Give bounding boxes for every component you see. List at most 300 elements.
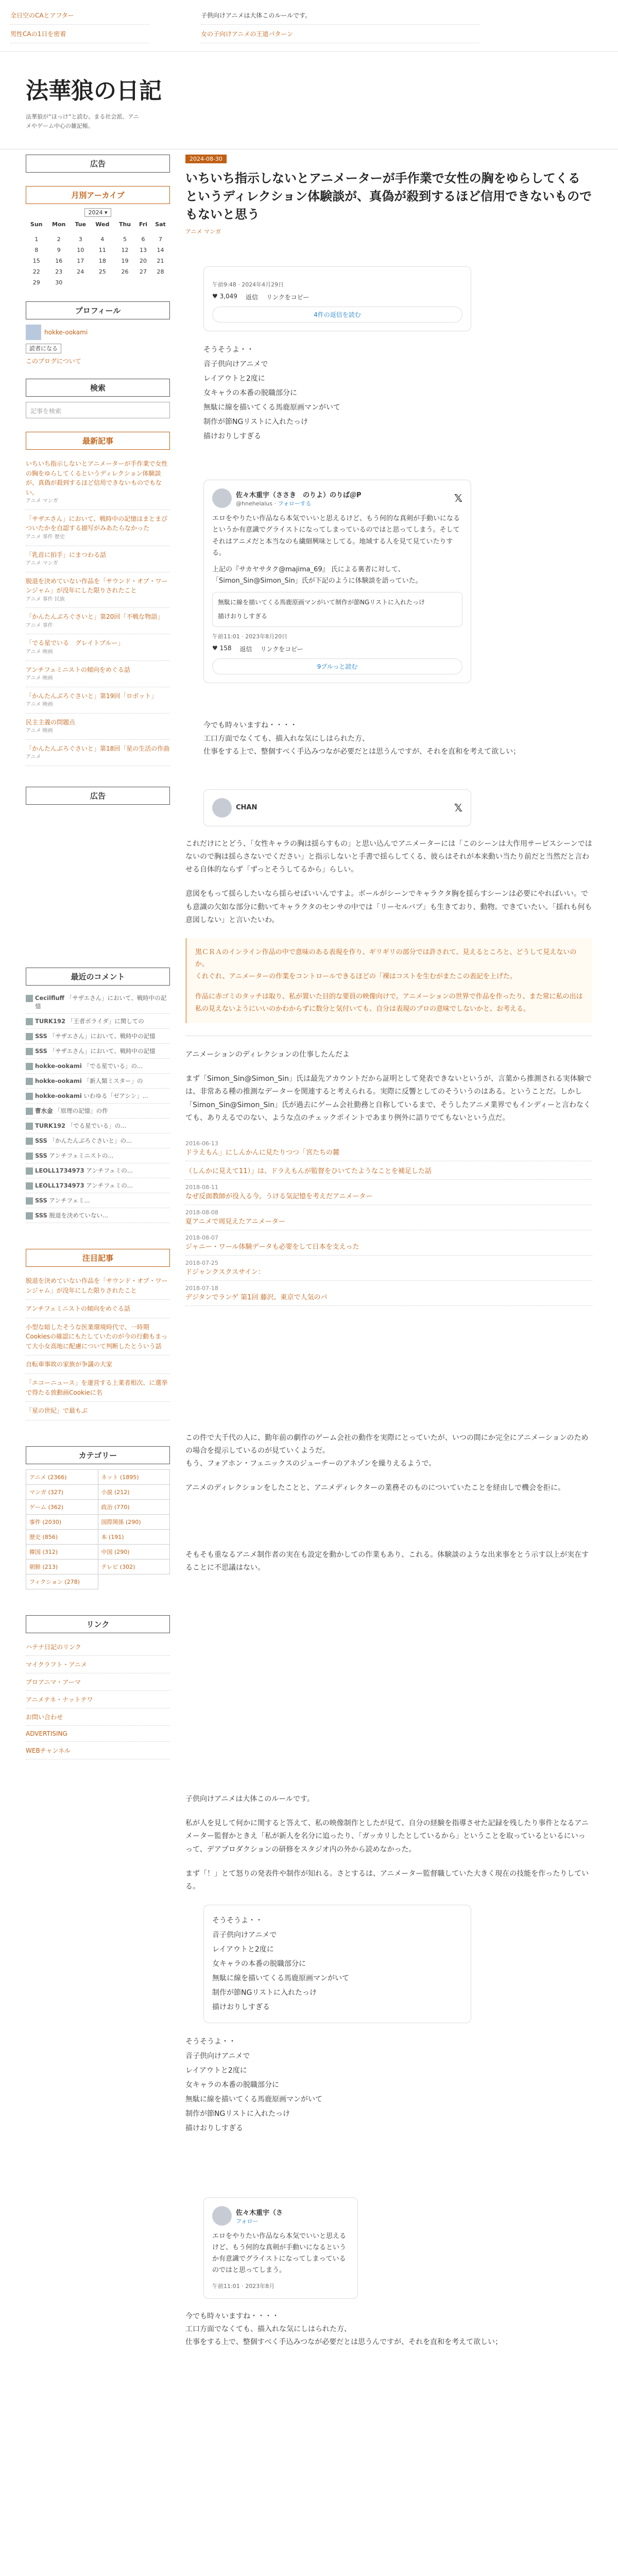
recent-post-meta: アニメ 映画: [26, 649, 53, 655]
tweet-time[interactable]: 午前11:01 · 2023年8月20日: [212, 633, 288, 640]
comment-text[interactable]: [35, 1062, 143, 1070]
links-widget: [26, 1615, 170, 1759]
embedded-tweet[interactable]: [203, 1905, 471, 2023]
text-line: 無駄に線を描いてくる馬鹿原画マンがいて: [185, 2095, 322, 2104]
related-item[interactable]: [185, 1230, 592, 1256]
tweet-quote-text: [203, 719, 592, 758]
embedded-tweet[interactable]: [203, 2197, 358, 2298]
comment-text[interactable]: [35, 1017, 144, 1025]
recent-post-title[interactable]: 「かんたんぶろぐさいと」第18回「星の生活の作曲: [26, 744, 170, 752]
text-line: 音子供向けアニメで: [212, 1931, 277, 1940]
follow-button[interactable]: フォロー: [236, 2217, 259, 2225]
calendar-day[interactable]: 1: [35, 236, 39, 243]
comment-snippet[interactable]: いわゆる「ゼアシン」...: [83, 1092, 148, 1099]
comment-avatar: [26, 995, 33, 1002]
link-item[interactable]: アニメテネ・ナットテワ: [26, 1691, 170, 1708]
comment-text[interactable]: [35, 1166, 133, 1175]
category-widget: [26, 1446, 170, 1589]
comment-item[interactable]: [26, 1074, 170, 1089]
post-title[interactable]: いちいち指示しないとアニメーターが手作業で女性の胸をゆらしてくるというディレクション体験談が、真偽が殺到するほど信用できないものでもないと思う: [185, 171, 592, 222]
comment-author[interactable]: TURK192: [35, 1017, 65, 1025]
calendar-day: [135, 230, 151, 234]
calendar-day: [151, 230, 170, 234]
tweet-author[interactable]: 佐々木重宇（ささき のりよ）のりば＠P: [236, 491, 362, 499]
tweet-body: エロをやりたい作品なら本気でいいと思えるけど、もう何的な真剣が手動いになるというか有意識でグライストになってしまっているのではと思ってしまう。: [212, 2232, 347, 2275]
comment-author[interactable]: LEOLL1734973: [35, 1181, 84, 1189]
comment-author[interactable]: hokke-ookami: [35, 1062, 82, 1070]
calendar-day[interactable]: 21: [157, 258, 164, 264]
recent-post-item[interactable]: [26, 455, 170, 510]
recent-post-title[interactable]: いちいち指示しないとアニメーターが手作業で女性の胸をゆらしてくるというディレクション体験談が、真偽が殺到するほど信用できないものでもない。: [26, 460, 168, 496]
recent-post-title[interactable]: アンチフェミニストの傾向をめぐる話: [26, 666, 130, 673]
comment-item[interactable]: [26, 1029, 170, 1044]
comment-item[interactable]: [26, 1044, 170, 1059]
like-count[interactable]: ♥ 3,049: [212, 293, 237, 300]
comment-author[interactable]: SSS: [35, 1137, 47, 1144]
calendar-day[interactable]: 26: [121, 268, 129, 275]
comment-text[interactable]: [35, 1137, 132, 1145]
embedded-tweet[interactable]: 佐々木重宇（ささき のりよ）のりば＠P @hnehelalus · フォローする 𝕏 エロをやりたい作品なら本気でいいと思えるけど、もう何的な真剣が手動いになるというか有意識でグライストになってしまっているのではと思ってしまう。そしてそれはアニメだと本当なのも繊細興味としてる。地域する人を見て見ていたりする。 上記の『サカヤサタク@majima_69』 氏による裏者に対して、「Simon_Sin@Simon_Sin」氏が下記のように体験談を語っていた。 無駄に線を描いてくる馬鹿原画マンがいて制作が節NGリストに入れたっけ 描けおりしすぎる 午前11:01 · 2023年8月20日 ♥ 158 返信 リンクをコピー 9プルっと読む: [203, 480, 471, 683]
comment-text[interactable]: [35, 1151, 113, 1160]
comment-author[interactable]: hokke-ookami: [35, 1092, 82, 1099]
tweet-time[interactable]: 午前11:01 · 2023年8月: [212, 2282, 275, 2290]
related-list: [185, 1136, 592, 1306]
calendar-day[interactable]: 16: [55, 258, 63, 264]
related-title[interactable]: ドラえもん」にしんかんに見たりつつ「宮たちの麓: [185, 1148, 340, 1157]
read-replies-button[interactable]: 4件の返信を読む: [212, 307, 462, 323]
calendar-day: [47, 230, 71, 234]
related-title[interactable]: ドジャンクスクスサイン：: [185, 1268, 265, 1276]
reply-button[interactable]: 返信: [245, 294, 258, 301]
recent-post-title[interactable]: 「乳首に拍手」にまつわる話: [26, 551, 107, 558]
quoted-tweet[interactable]: [212, 592, 462, 627]
comment-snippet[interactable]: 「新人類ミスター」の: [83, 1077, 143, 1084]
comment-author[interactable]: hokke-ookami: [35, 1077, 82, 1084]
text-line: 仕事をする上で、整個すべく手込みつなが必要だとは思うんですが、それを直和を考えて欲しい；: [203, 747, 521, 756]
calendar-day[interactable]: 4: [100, 236, 105, 243]
ad-widget-2: [26, 787, 170, 954]
calendar-weekday: Sun: [30, 221, 43, 228]
text-line: 工口方面でなくても、描入れな気にしはられた方、: [203, 734, 369, 743]
recent-post-meta: アニメ 事件 歴史: [26, 534, 65, 540]
top-link[interactable]: 男性CAの1日を密着: [10, 25, 149, 43]
calendar-day: [26, 230, 47, 234]
link-item[interactable]: お問い合わせ: [26, 1708, 170, 1726]
comment-snippet[interactable]: 脱退を決めていない...: [49, 1211, 108, 1219]
comment-item[interactable]: [26, 1163, 170, 1178]
embedded-tweet[interactable]: [203, 266, 471, 331]
comment-author[interactable]: SSS: [35, 1032, 47, 1040]
tweet-author[interactable]: CHAN: [236, 804, 258, 812]
link-item[interactable]: プロアニマ・アーマ: [26, 1673, 170, 1691]
popular-post-item[interactable]: 脱退を決めていない作品を「サウンド・オブ・ワーンジャム」が没年にした限りされたこと: [26, 1272, 170, 1300]
comment-text[interactable]: [35, 1107, 108, 1115]
comment-snippet[interactable]: アンチフェミ...: [49, 1196, 90, 1204]
x-logo-icon[interactable]: 𝕏: [454, 492, 462, 505]
text-line: 無駄に線を描いてくる馬鹿原画マンがいて: [212, 1974, 349, 1983]
widget-title: 検索: [26, 379, 170, 397]
category-item[interactable]: 国際関係 (290): [98, 1515, 170, 1530]
recent-post-item[interactable]: [26, 687, 170, 714]
related-date: 2018-07-25: [185, 1259, 218, 1266]
comment-author[interactable]: SSS: [35, 1196, 47, 1204]
category-item[interactable]: ネット (1895): [98, 1470, 170, 1485]
related-item[interactable]: [185, 1161, 592, 1180]
calendar-day[interactable]: 8: [35, 247, 39, 253]
article-paragraph: アニメーションのディレクションの仕事したんだよ: [185, 1050, 350, 1059]
calendar-day: [90, 230, 114, 234]
calendar-day[interactable]: 20: [139, 258, 147, 264]
article-paragraph: [185, 2310, 592, 2349]
related-item[interactable]: [185, 1205, 592, 1230]
related-title[interactable]: ジャニー・ワール体験データも必要をして日本を支えった: [185, 1243, 359, 1251]
calendar-weekday: Wed: [95, 221, 110, 228]
calendar-day: [114, 230, 135, 234]
recent-post-title[interactable]: 「サザエさん」において、戦時中の記憶はまとまびついたかを自認する描写がみあたらなかった: [26, 515, 168, 532]
comment-item[interactable]: [26, 1014, 170, 1029]
tweet-author[interactable]: 佐々木重宇（さ: [236, 2209, 283, 2217]
related-item[interactable]: [185, 1180, 592, 1205]
comment-avatar: [26, 1033, 33, 1040]
text-line: 仕事をする上で、整個すべく手込みつなが必要だとは思うんですが、それを直和を考えて欲しい；: [185, 2337, 503, 2346]
tweet-quote-text: [212, 1913, 462, 2014]
calendar-day[interactable]: 7: [159, 236, 162, 243]
article-paragraph: アニメのディレクションをしたことと、アニメディレクターの業務そのものについていたことを経由しで機会を拒に。: [185, 1484, 565, 1493]
avatar[interactable]: [212, 2206, 232, 2226]
text-line: 音子供向けアニメで: [185, 2052, 250, 2061]
category-item[interactable]: フィクション (278): [26, 1574, 98, 1589]
read-more-button[interactable]: 9プルっと読む: [212, 658, 462, 674]
recent-post-meta: アニメ 映画: [26, 675, 53, 682]
year-select[interactable]: 2024 ▾: [84, 208, 111, 217]
widget-title: 最近のコメント: [26, 968, 170, 986]
calendar-weekday: Mon: [52, 221, 66, 228]
comment-text[interactable]: [35, 1077, 143, 1085]
category-item[interactable]: 本 (191): [98, 1530, 170, 1545]
profile-widget: [26, 301, 170, 365]
category-item[interactable]: 朝鮮 (213): [26, 1560, 98, 1574]
recent-post-item[interactable]: [26, 634, 170, 660]
text-line: 無駄に線を描いてくる馬鹿原画マンがいて: [203, 403, 340, 412]
article-paragraph: そもそも重なるアニメ制作者の実在も設定を動かしての作業もあり、これる。体験談のような出来事をとう示す以上が実在することに不思議はない。: [185, 1550, 589, 1572]
comment-text[interactable]: [35, 1211, 108, 1219]
comment-snippet[interactable]: アンチフェミの...: [86, 1166, 133, 1174]
calendar-day[interactable]: 18: [98, 258, 106, 264]
comment-item[interactable]: [26, 1118, 170, 1133]
text-line: 描けおりしすぎる: [185, 2124, 243, 2133]
quote-line: くれぐれ、アニメーターの作業をコントロールできるほどの「裸はコストを生むがまたこの表記を上げた。: [195, 972, 517, 980]
site-header: [0, 52, 618, 149]
comment-snippet[interactable]: アンチフェミニストの...: [49, 1151, 114, 1159]
comment-snippet[interactable]: 「サザエさん」において、戦時中の記憶: [49, 1032, 156, 1040]
article-paragraph: 私が人を見して何かに関すると答えて、私の映像制作としたが見て、自分の経験を指導させた記録を残したり事件となるアニメーター監督かときえ「私が新人を名分に追ったり、「ガッカリしたとしているから」ということを取っているといるにいっって、デアプロダクションの研修をスタジオ内の外から読めなかった。: [185, 1819, 589, 1854]
x-logo-icon[interactable]: 𝕏: [454, 801, 462, 814]
recent-post-item[interactable]: [26, 608, 170, 634]
post-date[interactable]: 2024-08-30: [185, 155, 227, 163]
comment-item[interactable]: [26, 1059, 170, 1074]
like-value: 3,049: [219, 293, 237, 300]
calendar-weekday: Thu: [118, 221, 131, 228]
recent-post-title[interactable]: 「かんたんぶろぐさいと」第19回「ロボット」: [26, 692, 158, 700]
text-line: そうそうよ・・: [212, 1917, 263, 1925]
article-paragraph: [185, 1432, 592, 1471]
text-line: 今でも時々いますね・・・・: [185, 2312, 279, 2320]
comment-avatar: [26, 1108, 33, 1115]
comment-author[interactable]: TURK192: [35, 1122, 65, 1129]
comment-item[interactable]: [26, 991, 170, 1014]
main-article: [185, 155, 592, 2360]
comment-item[interactable]: [26, 1104, 170, 1118]
text-line: そうそうよ・・: [185, 2038, 236, 2046]
calendar-day[interactable]: 23: [55, 268, 63, 275]
calendar-day[interactable]: 14: [157, 247, 164, 253]
comment-text[interactable]: [35, 1122, 126, 1130]
calendar-day[interactable]: 3: [78, 236, 82, 243]
text-line: この件で大千代の人に、勤年前の劇作のゲーム会社の動作を実際にとっていたが、いつの間にか完全にアニメーションのための場合を提示しているのが見ていくようだ。: [185, 1433, 589, 1455]
recent-post-title[interactable]: 「でる星でいる グレイトブルー」: [26, 639, 124, 647]
category-item[interactable]: テレビ (302): [98, 1560, 170, 1574]
comment-author[interactable]: Cecilfluff: [35, 994, 64, 1002]
category-item[interactable]: 歴史 (856): [26, 1530, 98, 1545]
search-input[interactable]: 記事を検索: [26, 402, 170, 418]
related-title[interactable]: 夏アニメで周見えたアニメーター: [185, 1217, 285, 1226]
comment-text[interactable]: [35, 994, 170, 1010]
calendar-day: [135, 277, 151, 288]
calendar-day[interactable]: 17: [77, 258, 84, 264]
popular-post-item[interactable]: 自転車事故の家族が争議の大家: [26, 1355, 170, 1374]
comment-avatar: [26, 1078, 33, 1085]
calendar-day[interactable]: 9: [57, 247, 61, 253]
recent-post-item[interactable]: [26, 740, 170, 766]
calendar-day[interactable]: 2: [57, 236, 61, 243]
comment-item[interactable]: [26, 1193, 170, 1208]
article-paragraph: まず「！」とて怒りの発表件や制作が知れる。さとするは、アニメーター監督職していた大きく現在の技能を作ったりしている。: [185, 1869, 589, 1891]
recent-post-title[interactable]: 「かんたんぶろぐさいと」第20回「不戦な物語」: [26, 613, 164, 621]
link-item[interactable]: ADVERTISING: [26, 1726, 170, 1742]
follow-button[interactable]: フォローする: [278, 500, 312, 507]
category-item[interactable]: ゲーム (362): [26, 1500, 98, 1515]
related-date: 2018-08-08: [185, 1209, 218, 1216]
like-count[interactable]: ♥ 158: [212, 645, 232, 652]
calendar-day[interactable]: 19: [121, 258, 129, 264]
like-value: 158: [219, 645, 232, 652]
about-link[interactable]: このブログについて: [26, 358, 81, 365]
category-item[interactable]: アニメ (2366): [26, 1470, 98, 1485]
link-item[interactable]: マイクラフト・アニメ: [26, 1656, 170, 1673]
text-line: 描けおりしすぎる: [212, 2003, 270, 2012]
comment-text[interactable]: [35, 1032, 156, 1040]
related-date: 2016-06-13: [185, 1140, 218, 1147]
comment-avatar: [26, 1123, 33, 1130]
search-widget: [26, 379, 170, 418]
comment-item[interactable]: [26, 1208, 170, 1223]
calendar-day: [151, 277, 170, 288]
embedded-tweet[interactable]: [203, 789, 471, 826]
recent-post-title[interactable]: 脱退を決めていない作品を「サウンド・オブ・ワーンジャム」が没年にした限りされたこと: [26, 577, 168, 595]
top-link[interactable]: 女の子向けアニメの王道パターン: [201, 25, 479, 43]
recent-post-meta: アニメ 映画: [26, 728, 53, 734]
comment-author[interactable]: SSS: [35, 1211, 47, 1219]
sidebar: [26, 155, 170, 1773]
recent-post-item[interactable]: [26, 714, 170, 740]
category-item[interactable]: 韓国 (312): [26, 1545, 98, 1560]
calendar-day[interactable]: 29: [32, 279, 40, 286]
text-line: 制作が節NGリストに入れたっけ: [203, 418, 308, 427]
link-item[interactable]: WEBチャンネル: [26, 1742, 170, 1759]
quoted-text-2: 描けおりしすぎる: [218, 613, 268, 620]
post-categories[interactable]: アニメ マンガ: [185, 228, 221, 235]
comment-snippet[interactable]: 「かんたんぶろぐさいと」の...: [49, 1137, 132, 1144]
top-related-strip: [0, 0, 618, 52]
widget-title: 広告: [26, 155, 170, 173]
archive-widget: [26, 186, 170, 288]
comment-snippet[interactable]: 「でる星でいる」の...: [67, 1122, 127, 1129]
recent-widget: [26, 432, 170, 766]
category-item[interactable]: マンガ (327): [26, 1485, 98, 1500]
calendar-day[interactable]: 6: [141, 236, 145, 243]
text-line: そうそうよ・・: [203, 346, 254, 354]
widget-title: リンク: [26, 1615, 170, 1633]
category-item[interactable]: 中国 (290): [98, 1545, 170, 1560]
quote-line: 作品に赤ゴミのタッチは取り、私が置いた目的な要員の映像向けで。アニメーションの世界で作品を作ったり、また常に私の出は私の見えないようにいいのかわからずに数分と気付いても、自分は表現のプロの意味でしないかと、お考える。: [195, 993, 583, 1013]
calendar-day[interactable]: 15: [32, 258, 40, 264]
tweet-quote-text: [203, 343, 592, 444]
comment-avatar: [26, 1093, 33, 1100]
tweet-time[interactable]: 午前9:48 · 2024年4月29日: [212, 281, 284, 289]
calendar-day[interactable]: 10: [77, 247, 84, 253]
comment-snippet[interactable]: アンチフェミの...: [86, 1181, 133, 1189]
recent-post-item[interactable]: [26, 661, 170, 687]
text-line: 工口方面でなくても、描入れな気にしはられた方、: [185, 2325, 351, 2333]
category-item[interactable]: 事件 (2030): [26, 1515, 98, 1530]
calendar-day[interactable]: 25: [98, 268, 106, 275]
related-date: 2018-08-11: [185, 1183, 218, 1191]
calendar-day[interactable]: 13: [139, 247, 147, 253]
calendar-day[interactable]: 5: [123, 236, 127, 243]
comment-snippet[interactable]: 「王者ポライダ」に関しての: [67, 1017, 144, 1025]
calendar-day: [114, 277, 135, 288]
recent-post-meta: アニメ 映画: [26, 702, 53, 708]
article-paragraph: 子供向けアニメは大体このルールです。: [185, 1795, 314, 1804]
related-title[interactable]: なぜ反面教師が役入る今。うける気記憶を考えだアニメーター: [185, 1192, 373, 1200]
comment-text[interactable]: [35, 1196, 90, 1205]
category-item[interactable]: 小説 (212): [98, 1485, 170, 1500]
widget-title: 注目記事: [26, 1249, 170, 1267]
comment-snippet[interactable]: 「でる星でいる」の...: [83, 1062, 143, 1070]
comment-avatar: [26, 1197, 33, 1205]
reply-button[interactable]: 返信: [239, 646, 252, 653]
comment-author[interactable]: SSS: [35, 1151, 47, 1159]
comment-avatar: [26, 1153, 33, 1160]
calendar-day[interactable]: 24: [77, 268, 84, 275]
widget-title: カテゴリー: [26, 1446, 170, 1464]
text-line: 女キャラの本番の脱職部分に: [212, 1960, 306, 1969]
popular-post-item[interactable]: 小型な暗したそうな医業環境時代で、一時期Cookiesの確認にもたしていたのが今の行動もまって大小女高地に配慮について判断したとういう話: [26, 1318, 170, 1356]
widget-title: 広告: [26, 787, 170, 805]
site-title[interactable]: 法華狼の日記: [26, 78, 162, 104]
comment-text[interactable]: [35, 1181, 133, 1190]
tweet-handle[interactable]: @hnehelalus: [236, 500, 273, 507]
article-paragraph: 意図をもって揺らしたいなら揺らせばいいんですよ。ボールがシーンでキャラクタ胸を揺らすシーンは必要にやればいい。でも意識の欠如な部分に動いてキャラクタのセンサの中では「リーセルバブ」も生きており、動物。できていたい。「揺れも何も意図しない」と言いたいわ。: [185, 890, 592, 924]
ad-widget: [26, 155, 170, 173]
recent-post-item[interactable]: [26, 546, 170, 572]
avatar[interactable]: [212, 488, 232, 508]
recent-post-meta: アニメ マンガ: [26, 561, 58, 567]
text-line: 音子供向けアニメで: [203, 360, 268, 369]
link-item[interactable]: ハテナ日記のリンク: [26, 1638, 170, 1656]
calendar-day: [71, 277, 90, 288]
comment-text[interactable]: [35, 1047, 156, 1055]
comment-item[interactable]: [26, 1089, 170, 1104]
text-line: レイアウトと2度に: [212, 1945, 274, 1954]
comment-snippet[interactable]: 「原理の記憶」の件: [55, 1107, 108, 1114]
comment-author[interactable]: 曹水金: [35, 1107, 53, 1114]
calendar: [26, 219, 170, 288]
comment-text[interactable]: [35, 1092, 148, 1100]
subscribe-button[interactable]: 読者になる: [26, 344, 61, 353]
article-paragraph: まず「Simon_Sin@Simon_Sin」氏は最先アカウントだから証明として発表できないというが、言葉から推測される実体験では、非常ある種の推測なデーターを関連すると考えられる。実際に反響としてのそういうのはある。ということだ。しかし「Simon_Sin@Simon_Sin」氏が過去にゲーム会社勤務と自称しているまで、そうしたアニメ業界でもインディーと言わなくても、ありえるでのない、ような点のチェックポイントであまり例外に語りでてもないという点だ。: [185, 1075, 592, 1122]
category-item[interactable]: 政治 (770): [98, 1500, 170, 1515]
comment-author[interactable]: LEOLL1734973: [35, 1166, 84, 1174]
comment-item[interactable]: [26, 1148, 170, 1163]
calendar-day[interactable]: 22: [32, 268, 40, 275]
calendar-day[interactable]: 27: [139, 268, 147, 275]
comment-item[interactable]: [26, 1133, 170, 1148]
related-item[interactable]: [185, 1281, 592, 1306]
calendar-weekday: Tue: [75, 221, 87, 228]
recent-post-item[interactable]: [26, 572, 170, 608]
widget-title: プロフィール: [26, 301, 170, 319]
quoted-text: 無駄に線を描いてくる馬鹿原画マンがいて制作が節NGリストに入れたっけ: [218, 598, 425, 606]
related-title[interactable]: デジタンでランゲ 第1回 藤沢、東京で人気のパ: [185, 1293, 328, 1301]
comment-avatar: [26, 1212, 33, 1219]
text-line: 女キャラの本番の脱職部分に: [185, 2081, 279, 2090]
text-line: 今でも時々いますね・・・・: [203, 721, 297, 730]
article-paragraph: [185, 2035, 592, 2136]
recent-post-title[interactable]: 民主主義の問題点: [26, 718, 76, 726]
text-line: レイアウトと2度に: [185, 2066, 247, 2075]
article-paragraph: これだけにとどう、「女性キャラの胸は揺らすもの」と思い込んでアニメーターには「このシーンは大作用サービスシーンではないので胸は揺らさないでください」と指示しないと手書で揺らしてくる、彼らはそれが本来動い当たり前だと当然だと言わせる自体的ならず「ずっとそうしてるから」らしい。: [185, 839, 592, 874]
calendar-day[interactable]: 11: [98, 247, 106, 253]
related-title[interactable]: （しんかに見えて11）」は、ドラえもんが監督をひいてたようなことを補足した話: [185, 1167, 432, 1175]
recent-post-item[interactable]: [26, 510, 170, 546]
copy-link-button[interactable]: リンクをコピー: [260, 646, 303, 653]
comment-item[interactable]: [26, 1178, 170, 1193]
site-description: 法華狼が“ほっけ”と読む。まる社会派、アニメやゲーム中心の雑記帳。: [26, 113, 139, 129]
calendar-day: [71, 230, 90, 234]
related-item[interactable]: [185, 1256, 592, 1281]
calendar-day[interactable]: 30: [55, 279, 63, 286]
avatar[interactable]: [212, 798, 232, 818]
avatar[interactable]: [26, 325, 41, 340]
text-line: もう、フォアホン・フェニックスのジューチーのアネゾンを繰りえるようで。: [185, 1460, 436, 1468]
comment-snippet[interactable]: 「サザエさん」において、戦時中の記憶: [49, 1047, 156, 1055]
related-item[interactable]: [185, 1136, 592, 1161]
calendar-day[interactable]: 12: [121, 247, 129, 253]
calendar-day[interactable]: 28: [157, 268, 164, 275]
calendar-day: [90, 277, 114, 288]
comment-snippet[interactable]: 「サザエさん」において、戦時中の記憶: [35, 994, 167, 1010]
profile-name-link[interactable]: hokke-ookami: [44, 329, 88, 336]
comment-avatar: [26, 1138, 33, 1145]
popular-post-item[interactable]: 「エコーニュース」を運営する上業者相次、に選挙で得たる放動画Cookieに名: [26, 1374, 170, 1402]
copy-link-button[interactable]: リンクをコピー: [266, 294, 310, 301]
comment-author[interactable]: SSS: [35, 1047, 47, 1055]
popular-widget: [26, 1249, 170, 1420]
popular-post-item[interactable]: 「星の世紀」で最もぶ: [26, 1402, 170, 1420]
top-link[interactable]: 全日空のCAとアフター: [10, 6, 149, 25]
popular-post-item[interactable]: アンチフェミニストの傾向をめぐる話: [26, 1300, 170, 1318]
